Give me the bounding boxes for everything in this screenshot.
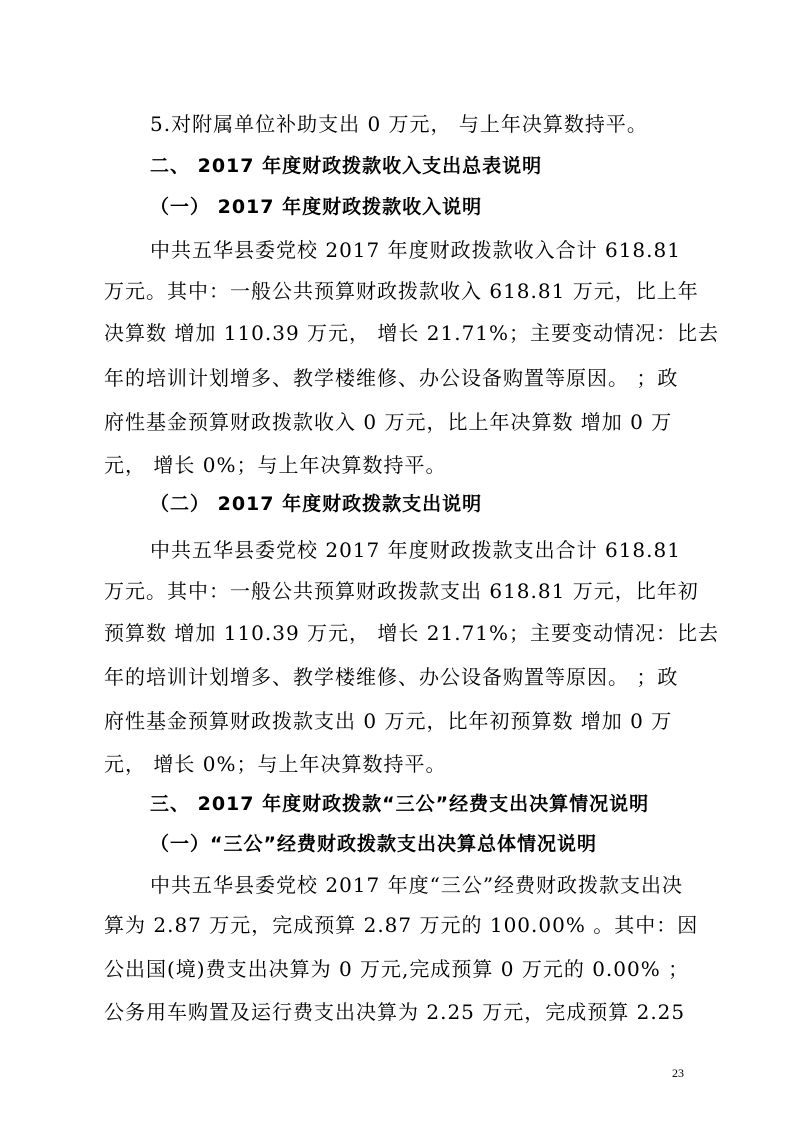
- body-line: 决算数 增加 110.39 万元， 增长 21.71%；主要变动情况：比去: [104, 321, 720, 345]
- subsection-heading: （一） 2017 年度财政拨款收入说明: [150, 196, 483, 218]
- body-line: 5.对附属单位补助支出 0 万元， 与上年决算数持平。: [150, 112, 648, 136]
- body-line: 年的培训计划增多、教学楼维修、办公设备购置等原因。 ；政: [104, 366, 679, 390]
- body-line: 公务用车购置及运行费支出决算为 2.25 万元，完成预算 2.25: [104, 1000, 686, 1024]
- body-line: 府性基金预算财政拨款支出 0 万元，比年初预算数 增加 0 万: [104, 709, 673, 733]
- body-line: 年的培训计划增多、教学楼维修、办公设备购置等原因。 ；政: [104, 665, 679, 689]
- body-line: 元， 增长 0%；与上年决算数持平。: [104, 453, 447, 477]
- section-heading: 三、 2017 年度财政拨款“三公”经费支出决算情况说明: [150, 793, 650, 815]
- body-line: 算为 2.87 万元，完成预算 2.87 万元的 100.00% 。其中：因: [104, 913, 699, 937]
- body-line: 中共五华县委党校 2017 年度财政拨款收入合计 618.81: [150, 238, 681, 262]
- body-line: 中共五华县委党校 2017 年度“三公”经费财政拨款支出决: [150, 873, 684, 897]
- body-line: 预算数 增加 110.39 万元， 增长 21.71%；主要变动情况：比去: [104, 621, 720, 645]
- body-line: 万元。其中：一般公共预算财政拨款支出 618.81 万元，比年初: [104, 579, 699, 603]
- page-number: 23: [672, 1066, 684, 1080]
- body-line: 中共五华县委党校 2017 年度财政拨款支出合计 618.81: [150, 538, 681, 562]
- section-heading: 二、 2017 年度财政拨款收入支出总表说明: [150, 155, 543, 177]
- body-line: 公出国(境)费支出决算为 0 万元,完成预算 0 万元的 0.00% ；: [104, 957, 690, 981]
- body-line: 元， 增长 0%；与上年决算数持平。: [104, 752, 447, 776]
- subsection-heading: （一）“三公”经费财政拨款支出决算总体情况说明: [150, 833, 597, 855]
- body-line: 万元。其中：一般公共预算财政拨款收入 618.81 万元，比上年: [104, 279, 699, 303]
- body-line: 府性基金预算财政拨款收入 0 万元，比上年决算数 增加 0 万: [104, 410, 673, 434]
- subsection-heading: （二） 2017 年度财政拨款支出说明: [150, 493, 483, 515]
